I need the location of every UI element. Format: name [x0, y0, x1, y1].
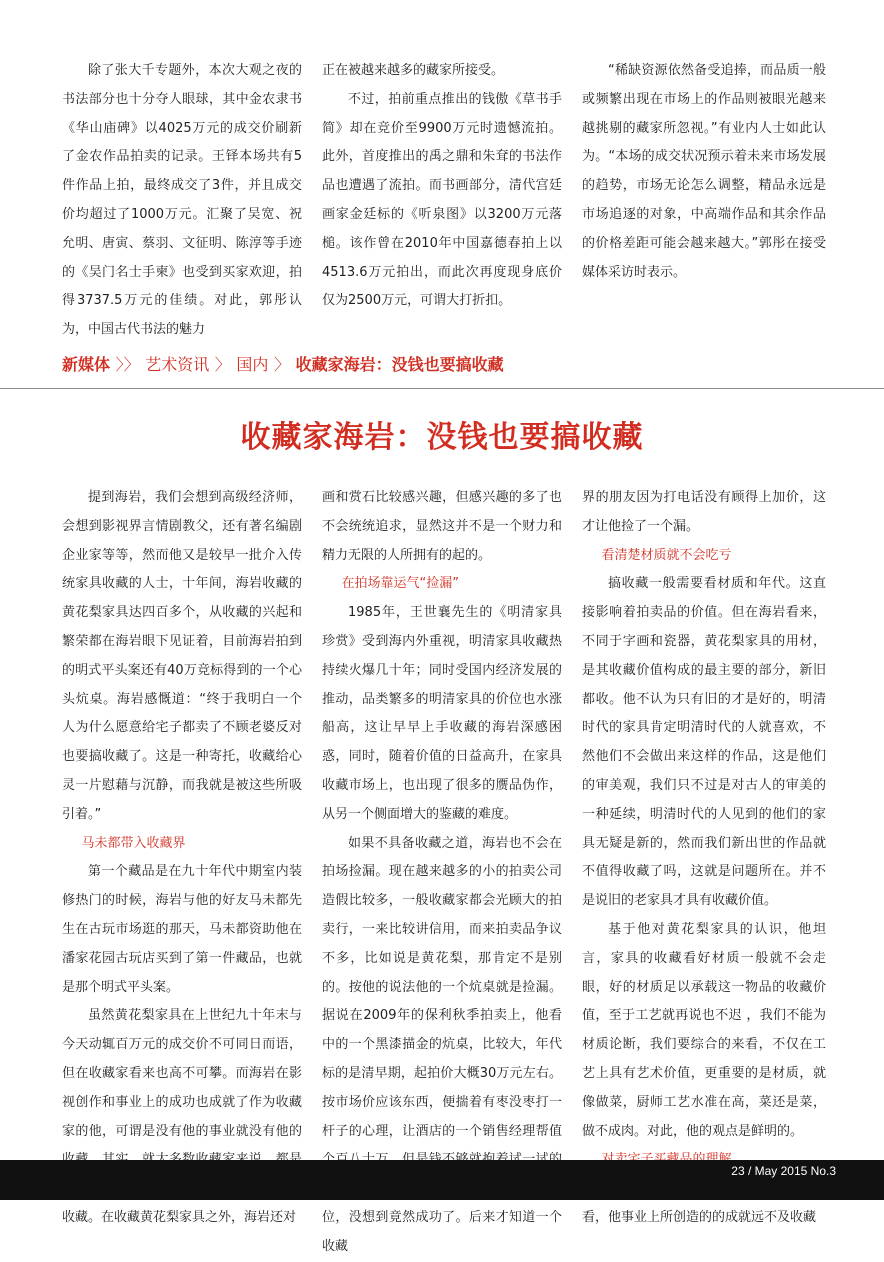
paragraph-continuation: 正在被越来越多的藏家所接受。: [322, 63, 505, 78]
breadcrumb-separator: 〉: [273, 355, 290, 374]
paragraph: 虽然黄花梨家具在上世纪九十年末与今天动辄百万元的成交价不可同日而语，但在收藏家看来也高不可攀。而海岩在影视创作和事业上的成功也成就了作为收藏家的他，可谓是没有他的事业就没有他的 收藏。在收藏黄花梨家具之外，海岩还对: [62, 1008, 302, 1225]
breadcrumb: [62, 352, 504, 375]
subheading: 看清楚材质就不会吃亏: [601, 547, 732, 563]
breadcrumb-item-domestic[interactable]: 国内: [236, 355, 269, 374]
breadcrumb-root[interactable]: 新媒体: [62, 355, 111, 374]
paragraph: 看，他事业上所创造的的成就远不及收藏: [582, 1209, 817, 1225]
breadcrumb-current: 收藏家海岩：没钱也要搞收藏: [295, 355, 504, 374]
article-column-3: [582, 484, 826, 1233]
article-column-1: [62, 484, 302, 1233]
page-number: 23 / May 2015 No.3: [731, 1164, 836, 1178]
paragraph-continuation: 画和赏石比较感兴趣，但感兴趣的多了也不会统统追求，显然这并不是一个财力和精力无限的人所拥有的起的。: [322, 490, 562, 563]
page-footer-bar: [0, 1160, 884, 1200]
paragraph: 如果不具备收藏之道，海岩也不会在拍场捡漏。现在越来越多的小的拍卖公司造假比较多，一般收藏家都会光顾大的拍卖行，一来比较讲信用，而来拍卖品争议不多，比如说是黄花梨，那肯定不是别的。按他的说法他的一个炕桌就是捡漏。据说在2009年的保利秋季拍卖上，他看中的一个黑漆描金的炕桌，比较大，年代标的是清早期，起拍价大概30万元左右。按市场价应该东西，便揣着有枣没枣打一杆子的心理，让酒店的一个销售经理帮值 位，没想到竟然成功了。后来才知道一个收藏: [322, 835, 562, 1254]
paragraph: 不过，拍前重点推出的钱傲《草书手简》却在竞价至9900万元时遗憾流拍。此外，首度推出的禹之鼎和朱耷的书法作品也遭遇了流拍。而书画部分，清代宫廷画家金廷标的《听泉图》以3200万元落槌。该作曾在2010年中国嘉德春拍上以4513.6万元拍出，而此次再度现身底价仅为2500万元，可谓大打折扣。: [322, 91, 562, 309]
paragraph: 提到海岩，我们会想到高级经济师，会想到影视界言情剧教父，还有著名编剧企业家等等，然而他又是较早一批介入传统家具收藏的人士，十年间，海岩收藏的黄花梨家具达四百多个，从收藏的兴起和繁荣都在海岩眼下见证着，目前海岩拍到的明式平头案还有40万竞标得到的一个心头炕桌。海岩感慨道：“终于我明白一个人为什么愿意给宅子都卖了不顾老婆反对也要搞收藏了。这是一种寄托，收藏给心灵一片慰藉与沉静，而我就是被这些所吸引着。”: [62, 490, 302, 822]
breadcrumb-separator: 〉〉: [115, 355, 140, 374]
section-divider: [0, 388, 884, 389]
paragraph: 除了张大千专题外，本次大观之夜的书法部分也十分夺人眼球，其中金农隶书《华山庙碑》以4025万元的成交价刷新了金农作品拍卖的记录。王铎本场共有5件作品上拍，最终成交了3件，并且成交价均超过了1000万元。汇聚了吴宽、祝允明、唐寅、蔡羽、文征明、陈淳等手迹的《吴门名士手柬》也受到买家欢迎，拍得3737.5万元的佳绩。对此，郭彤认为，中国古代书法的魅力: [62, 63, 302, 338]
breadcrumb-item-art-news[interactable]: 艺术资讯: [145, 355, 210, 374]
top-article-column-2: [322, 57, 562, 316]
paragraph: 基于他对黄花梨家具的认识，他坦言，家具的收藏看好材质一般就不会走眼，好的材质足以承载这一物品的收藏价值，至于工艺就再说也不迟 ，我们不能为材质论断，我们要综合的来看，不仅在工艺上具有艺术价值，更重要的是材质，就像做菜，厨师工艺水准在高，菜还是菜，做不成肉。对此，他的观点是鲜明的。: [582, 921, 826, 1139]
article-headline: 收藏家海岩：没钱也要搞收藏: [240, 420, 644, 455]
top-article-column-1: [62, 57, 302, 345]
top-article-column-3: [582, 57, 826, 287]
paragraph: 第一个藏品是在九十年代中期室内装修热门的时候，海岩与他的好友马未都先生在古玩市场逛的那天，马未都资助他在潘家花园古玩店买到了第一件藏品，也就是那个明式平头案。: [62, 864, 302, 995]
subheading: 在拍场靠运气“捡漏”: [341, 576, 459, 592]
paragraph-continuation: 界的朋友因为打电话没有顾得上加价，这才让他捡了一个漏。: [582, 490, 826, 534]
article-column-2: [322, 484, 562, 1262]
paragraph: 搞收藏一般需要看材质和年代。这直接影响着拍卖品的价值。但在海岩看来，不同于字画和瓷器，黄花梨家具的用材，是其收藏价值构成的最主要的部分，新旧都收。他不认为只有旧的才是好的，明清时代的家具肯定明清时代的人就喜欢，不然他们不会做出来这样的作品，这是他们的审美观，我们只不过是对古人的审美的一种延续，明清时代的人见到的他们的家具无疑是新的，然而我们新出世的作品就不值得收藏了吗，这就是问题所在。并不是说旧的老家具才具有收藏价值。: [582, 576, 826, 909]
breadcrumb-separator: 〉: [214, 355, 231, 374]
subheading: 马未都带入收藏界: [81, 835, 186, 851]
paragraph: “稀缺资源依然备受追捧，而品质一般或频繁出现在市场上的作品则被眼光越来越挑剔的藏家所忽视。”有业内人士如此认为。“本场的成交状况预示着未来市场发展的趋势，市场无论怎么调整，精品永远是市场追逐的对象，中高端作品和其余作品的价格差距可能会越来越大。”郭彤在接受媒体采访时表示。: [582, 63, 826, 280]
paragraph: 1985年，王世襄先生的《明清家具珍赏》受到海内外重视，明清家具收藏热持续火爆几十年；同时受国内经济发展的推动，品类繁多的明清家具的价位也水涨船高，这让早早上手收藏的海岩深感困惑，同时，随着价值的日益高升，在家具收藏市场上，也出现了很多的赝品伪作，从另一个侧面增大的鉴藏的难度。: [322, 605, 562, 822]
